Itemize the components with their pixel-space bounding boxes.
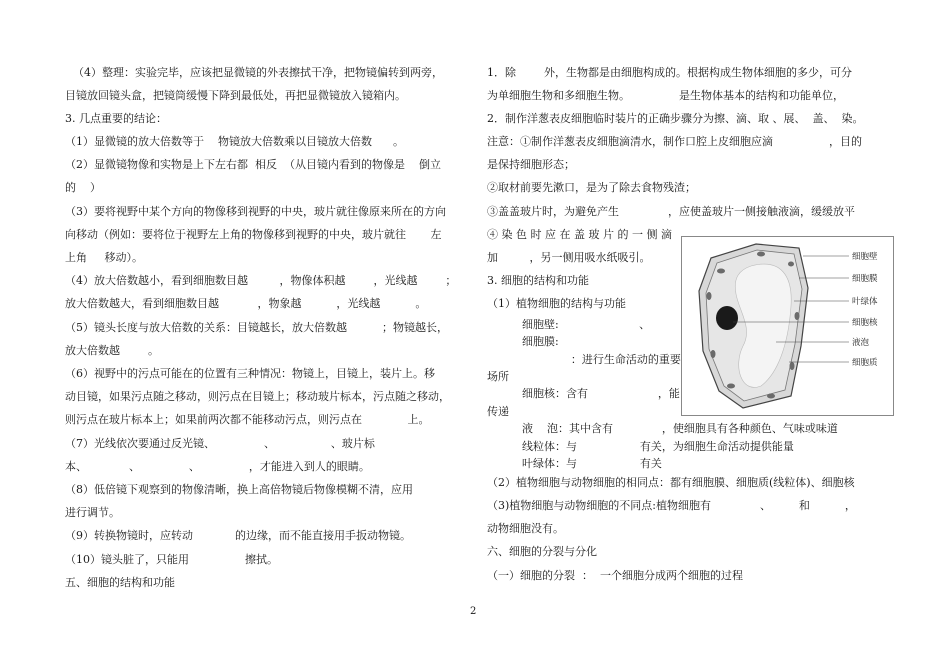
left-line-2: 目镜放回镜头盒，把镜筒缓慢下降到最低处，再把显微镜放入镜箱内。 [65,89,406,102]
right-line-3: 2．制作洋葱表皮细胞临时装片的正确步骤分为擦、滴、取 、展、 盖、 染。 [487,112,864,125]
right-line-14: ：进行生命活动的重要 [487,353,681,366]
left-line-22: （10）镜头脏了，只能用 擦拭。 [65,553,278,566]
label-cell-wall: 细胞壁 [852,252,878,262]
left-line-20: 进行调节。 [65,506,120,519]
right-line-1: 1．除 外，生物都是由细胞构成的。根据构成生物体细胞的多少，可分 [487,66,852,79]
left-line-11: 放大倍数越大，看到细胞数目越 ，物象越 ，光线越 。 [65,297,427,310]
left-line-15: 动目镜，如果污点随之移动，则污点在目镜上；移动玻片标本，污点随之移动， [65,390,450,403]
right-heading-6: 六、细胞的分裂与分化 [487,545,597,558]
chloroplast [788,262,794,267]
right-line-25: （一）细胞的分裂 ： 一个细胞分成两个细胞的过程 [487,569,743,582]
label-vacuole: 液泡 [852,338,870,348]
chloroplast [767,394,775,399]
right-line-13: 细胞膜: [487,335,559,348]
label-nucleus: 细胞核 [852,318,878,328]
plant-cell-svg [681,236,894,416]
left-line-7: （3）要将视野中某个方向的物像移到视野的中央，玻片就往像原来所在的方向 [65,205,446,218]
left-line-10: （4）放大倍数越小，看到细胞数目越 ，物像体积越 ，光线越 ； [65,274,457,287]
chloroplast [795,312,800,320]
right-line-2: 为单细胞生物和多细胞生物。 是生物体基本的结构和功能单位， [487,89,844,102]
left-line-14: （6）视野中的污点可能在的位置有三种情况：物镜上，目镜上，装片上。移 [65,367,435,380]
right-line-16: 细胞核：含有 ，能 [487,387,680,400]
label-cytoplasm: 细胞质 [852,358,878,368]
right-line-11: （1）植物细胞的结构与功能 [487,297,626,310]
right-line-6: ②取材前要先漱口，是为了除去食物残渣； [487,181,696,194]
left-heading-5: 五、细胞的结构和功能 [65,576,175,589]
label-chloroplast: 叶绿体 [852,297,878,307]
right-line-22: （3)植物细胞与动物细胞的不同点:植物细胞有 、 和 ， [487,499,856,512]
chloroplast [727,384,735,389]
chloroplast [757,252,765,257]
left-line-13: 放大倍数越 。 [65,344,159,357]
left-line-4: （1）显微镜的放大倍数等于 物镜放大倍数乘以目镜放大倍数 。 [65,135,404,148]
nucleus-shape [716,306,738,330]
left-line-9: 上角 移动）。 [65,251,143,264]
plant-cell-diagram [681,236,894,416]
right-line-4: 注意：①制作洋葱表皮细胞滴清水，制作口腔上皮细胞应滴 ，目的 [487,135,862,148]
label-cell-membrane: 细胞膜 [852,274,878,284]
left-line-1: （4）整理：实验完毕，应该把显微镜的外表擦拭干净，把物镜偏转到两旁， [73,66,443,79]
left-line-21: （9）转换物镜时，应转动 的边缘，而不能直接用手扳动物镜。 [65,529,411,542]
page-number: 2 [470,606,477,617]
left-line-16: 则污点在玻片标本上；如果前两次都不能移动污点，则污点在 上。 [65,413,430,426]
left-line-8: 向移动（例如：要将位于视野左上角的物像移到视野的中央，玻片就往 左 [65,228,442,241]
right-line-20: 叶绿体：与 有关 [487,457,662,470]
chloroplast [790,362,795,370]
right-line-8: ④ 染 色 时 应 在 盖 玻 片 的 一 侧 滴 [487,228,672,241]
left-line-19: （8）低倍镜下观察到的物像清晰，换上高倍物镜后物像模糊不清，应用 [65,483,413,496]
chloroplast [711,350,716,358]
left-heading-3: 3. 几点重要的结论： [65,112,167,125]
right-line-18: 液 泡：其中含有 ，使细胞具有各种颜色、气味或味道 [487,422,838,435]
left-line-6: 的 ） [65,181,101,194]
right-line-9: 加 ，另一侧用吸水纸吸引。 [487,251,651,264]
right-line-7: ③盖盖玻片时，为避免产生 ，应使盖玻片一侧接触液滴，缓缓放平 [487,205,855,218]
right-line-21: （2）植物细胞与动物细胞的相同点：都有细胞膜、细胞质(线粒体)、细胞核 [487,476,855,489]
right-line-19: 线粒体：与 有关，为细胞生命活动提供能量 [487,440,794,453]
right-line-23: 动物细胞没有。 [487,522,564,535]
left-line-5: （2）显微镜物像和实物是上下左右都 相反 （从目镜内看到的物像是 倒立 [65,158,441,171]
right-line-17: 传递 [487,405,509,418]
chloroplast [707,292,712,300]
left-line-12: （5）镜头长度与放大倍数的关系：目镜越长，放大倍数越 ；物镜越长， [65,321,448,334]
left-line-18: 本、 、 、 ，才能进入到人的眼睛。 [65,460,370,473]
right-line-5: 是保持细胞形态； [487,158,575,171]
chloroplast [717,269,725,274]
right-heading-3: 3. 细胞的结构和功能 [487,274,589,287]
right-line-12: 细胞壁: 、 [487,318,651,331]
left-line-17: （7）光线依次要通过反光镜、 、 、玻片标 [65,437,375,450]
right-line-15: 场所 [487,370,509,383]
